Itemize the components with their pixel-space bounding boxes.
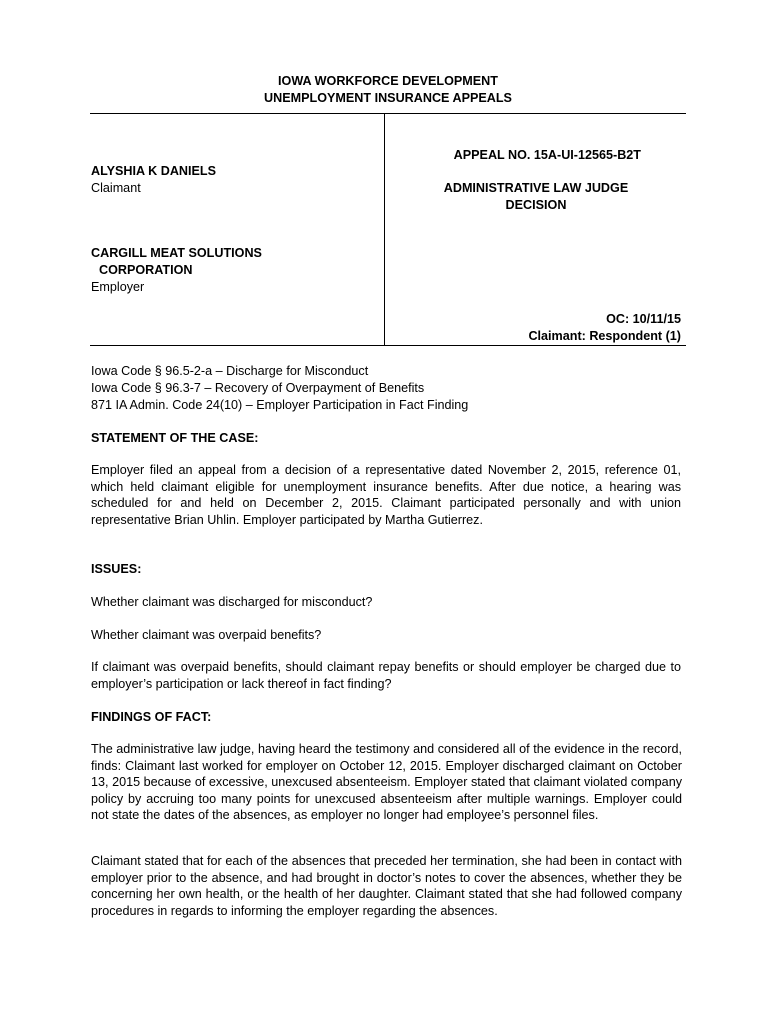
caption-bottom-rule bbox=[90, 345, 686, 346]
findings-heading: FINDINGS OF FACT: bbox=[91, 710, 212, 724]
oc-date: OC: 10/11/15 bbox=[606, 312, 681, 326]
claimant-name: ALYSHIA K DANIELS bbox=[91, 164, 217, 178]
issue-item: Whether claimant was overpaid benefits? bbox=[91, 628, 322, 642]
issue-item: Whether claimant was discharged for misconduct? bbox=[91, 595, 373, 609]
claimant-role: Claimant bbox=[91, 181, 141, 195]
statement-heading: STATEMENT OF THE CASE: bbox=[91, 431, 259, 445]
code-citation: Iowa Code § 96.3-7 – Recovery of Overpayment of Benefits bbox=[91, 381, 425, 395]
findings-paragraph: Claimant stated that for each of the absences that preceded her termination, she had been in contact with employer prior to the absence, and had brought in doctor’s notes to cover the absences, whether they be concerning her own health, or the health of her daughter. Claimant stated that she had followed company procedures in regards to informing the employer regarding the absences. bbox=[91, 854, 682, 918]
agency-title: IOWA WORKFORCE DEVELOPMENT bbox=[278, 74, 498, 88]
agency-subtitle: UNEMPLOYMENT INSURANCE APPEALS bbox=[264, 91, 512, 105]
employer-name: CARGILL MEAT SOLUTIONS bbox=[91, 246, 262, 260]
employer-name-continued: CORPORATION bbox=[99, 263, 193, 277]
issue-item: If claimant was overpaid benefits, should claimant repay benefits or should employer be charged due to employer’s participation or lack thereof in fact finding? bbox=[91, 660, 681, 691]
code-citation: Iowa Code § 96.5-2-a – Discharge for Misconduct bbox=[91, 364, 369, 378]
findings-paragraph: The administrative law judge, having heard the testimony and considered all of the evidence in the record, finds: Claimant last worked for employer on October 12, 2015. Employer discharged claimant on October 13, 2015 because of excessive, unexcused absenteeism. Employer stated that claimant violated company policy by accruing too many points for unexcused absenteeism after multiple warnings. Employer could not state the dates of the absences, as employer no longer had employee’s personnel files. bbox=[91, 742, 682, 823]
caption-divider bbox=[384, 114, 385, 345]
decision-title: ADMINISTRATIVE LAW JUDGE bbox=[443, 181, 629, 195]
code-citation: 871 IA Admin. Code 24(10) – Employer Participation in Fact Finding bbox=[91, 398, 469, 412]
decision-title-continued: DECISION bbox=[505, 198, 567, 212]
caption-top-rule bbox=[90, 113, 686, 114]
claimant-status: Claimant: Respondent (1) bbox=[528, 329, 681, 343]
statement-paragraph: Employer filed an appeal from a decision of a representative dated November 2, 2015, reference 01, which held claimant eligible for unemployment insurance benefits. After due notice, a hearing was scheduled for and held on December 2, 2015. Claimant participated personally and with union representative Brian Uhlin. Employer participated by Martha Gutierrez. bbox=[91, 463, 681, 527]
issues-heading: ISSUES: bbox=[91, 562, 142, 576]
appeal-number: APPEAL NO. 15A-UI-12565-B2T bbox=[453, 148, 641, 162]
employer-role: Employer bbox=[91, 280, 145, 294]
